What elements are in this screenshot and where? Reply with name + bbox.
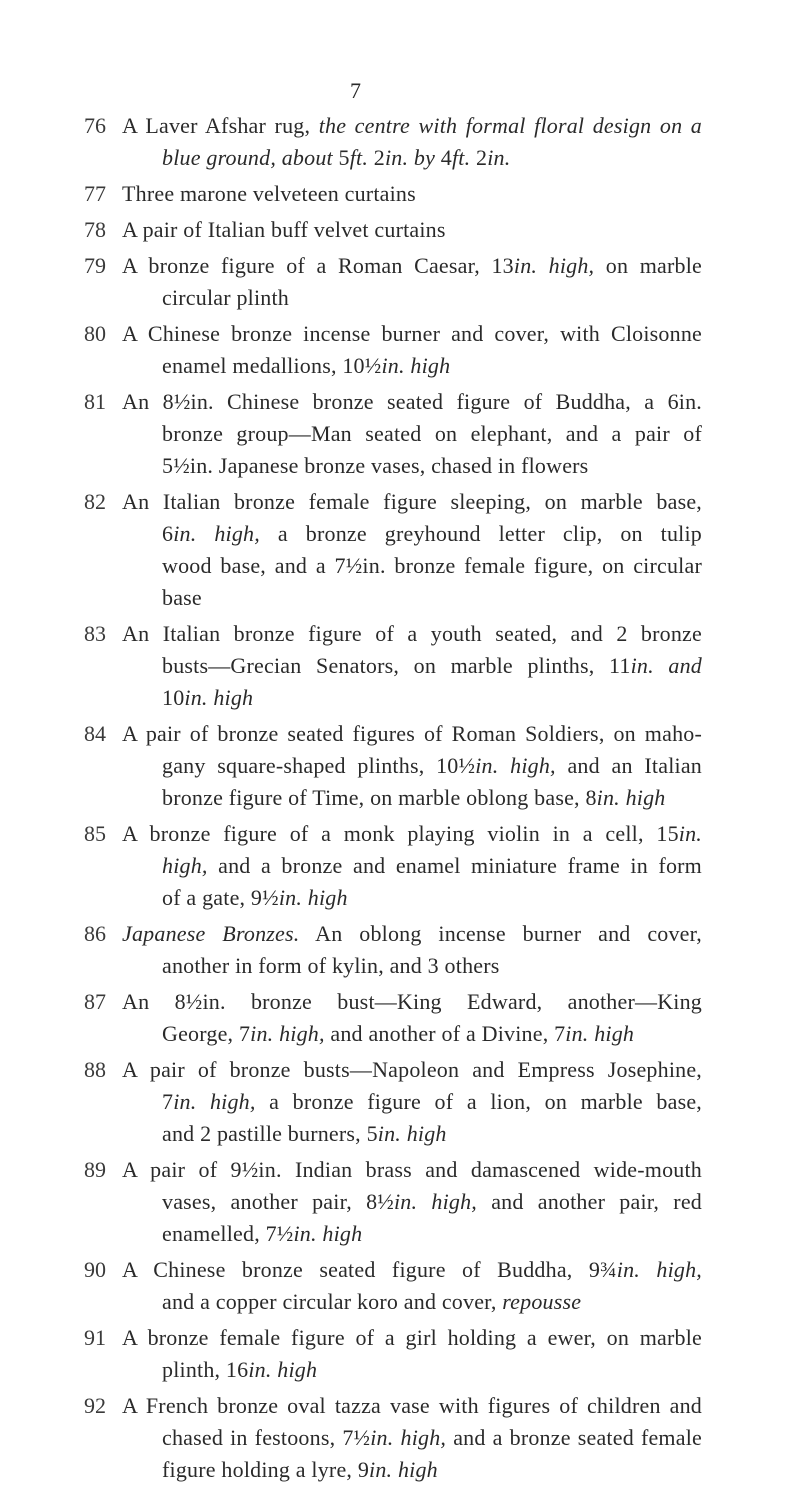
lot-description [122, 1154, 702, 1250]
lot-number: 85 [84, 821, 106, 846]
lot-description-line: wood base, and a 7½in. bronze female figure, on circular [162, 553, 702, 578]
lot-description [122, 986, 702, 1050]
lot-description-line: A pair of bronze seated figures of Roman Soldiers, on maho- [122, 721, 702, 746]
lot-description [122, 178, 702, 210]
lot-number: 77 [84, 181, 106, 206]
lot-description [122, 214, 702, 246]
lot-number: 80 [84, 321, 106, 346]
page-number: 7 [350, 78, 361, 103]
lot-description-line: gany square-shaped plinths, 10½in. high, and an Italian [162, 753, 702, 778]
lot-description-line: figure holding a lyre, 9in. high [162, 1457, 438, 1482]
lot-description-line: 10in. high [162, 685, 254, 710]
lot-description-line: blue ground, about 5ft. 2in. by 4ft. 2in. [162, 145, 511, 170]
lot-description-line: A bronze figure of a monk playing violin in a cell, 15in. [122, 821, 702, 846]
lot-description [122, 718, 702, 814]
lot-description [122, 110, 702, 174]
lot-description-line: chased in festoons, 7½in. high, and a bronze seated female [162, 1425, 702, 1450]
lot-description-line: An 8½in. Chinese bronze seated figure of Buddha, a 6in. [122, 389, 702, 414]
lot-description [122, 918, 702, 982]
lot-number: 89 [84, 1157, 106, 1182]
lot-number: 76 [84, 113, 106, 138]
lot-number: 81 [84, 389, 106, 414]
lot-description [122, 618, 702, 714]
lot-number: 87 [84, 989, 106, 1014]
lot-description-line: A bronze female figure of a girl holding a ewer, on marble [122, 1325, 702, 1350]
lot-description-line: A French bronze oval tazza vase with figures of children and [122, 1393, 702, 1418]
lot-description-line: A pair of 9½in. Indian brass and damascened wide-mouth [122, 1157, 702, 1182]
lot-description-line: busts—Grecian Senators, on marble plinths, 11in. and [162, 653, 702, 678]
lot-description-line: George, 7in. high, and another of a Divine, 7in. high [162, 1021, 635, 1046]
lot-description-line: bronze group—Man seated on elephant, and a pair of [162, 421, 702, 446]
lot-description-line: 7in. high, a bronze figure of a lion, on marble base, [162, 1089, 702, 1114]
lot-description-line: of a gate, 9½in. high [162, 885, 348, 910]
lot-description-line: An Italian bronze figure of a youth seated, and 2 bronze [122, 621, 702, 646]
lot-number: 91 [84, 1325, 106, 1350]
lot-description-line: An 8½in. bronze bust—King Edward, another—King [122, 989, 702, 1014]
lot-number: 86 [84, 921, 106, 946]
lot-description-line: A pair of bronze busts—Napoleon and Empress Josephine, [122, 1057, 702, 1082]
lot-description-line: circular plinth [162, 285, 290, 310]
lot-description-line: A Chinese bronze seated figure of Buddha, 9¾in. high, [122, 1257, 702, 1282]
lot-description-line: Japanese Bronzes. An oblong incense burner and cover, [122, 921, 702, 946]
lot-description-line: vases, another pair, 8½in. high, and another pair, red [162, 1189, 702, 1214]
lot-description-line: enamelled, 7½in. high [162, 1221, 363, 1246]
lot-description-line: another in form of kylin, and 3 others [162, 953, 500, 978]
lot-number: 78 [84, 217, 106, 242]
lot-description-line: A pair of Italian buff velvet curtains [122, 217, 446, 242]
lot-description-line: plinth, 16in. high [162, 1357, 318, 1382]
lot-description [122, 1322, 702, 1386]
lot-description-line: enamel medallions, 10½in. high [162, 353, 451, 378]
lot-number: 88 [84, 1057, 106, 1082]
lot-number: 84 [84, 721, 106, 746]
lot-description-line: and 2 pastille burners, 5in. high [162, 1121, 447, 1146]
lot-description-line: and a copper circular koro and cover, repousse [162, 1289, 582, 1314]
lot-description [122, 486, 702, 614]
lot-description-line: A bronze figure of a Roman Caesar, 13in. high, on marble [122, 253, 702, 278]
lot-description [122, 1054, 702, 1150]
lot-description-line: 5½in. Japanese bronze vases, chased in flowers [162, 453, 589, 478]
lot-description-line: A Laver Afshar rug, the centre with formal floral design on a [122, 113, 702, 138]
lot-description [122, 1390, 702, 1486]
lot-description-line: high, and a bronze and enamel miniature frame in form [162, 853, 702, 878]
lot-number: 82 [84, 489, 106, 514]
lot-description-line: A Chinese bronze incense burner and cover, with Cloisonne [122, 321, 702, 346]
lot-description [122, 250, 702, 314]
lot-number: 92 [84, 1393, 106, 1418]
lot-description-line: bronze figure of Time, on marble oblong base, 8in. high [162, 785, 666, 810]
lot-number: 79 [84, 253, 106, 278]
lot-description [122, 386, 702, 482]
lot-number: 90 [84, 1257, 106, 1282]
lot-number: 83 [84, 621, 106, 646]
lot-description-line: 6in. high, a bronze greyhound letter clip, on tulip [162, 521, 702, 546]
lot-description-line: Three marone velveteen curtains [122, 181, 416, 206]
lot-description-line: An Italian bronze female figure sleeping, on marble base, [122, 489, 702, 514]
lot-description-line: base [162, 585, 202, 610]
lot-description [122, 318, 702, 382]
lot-description [122, 818, 702, 914]
